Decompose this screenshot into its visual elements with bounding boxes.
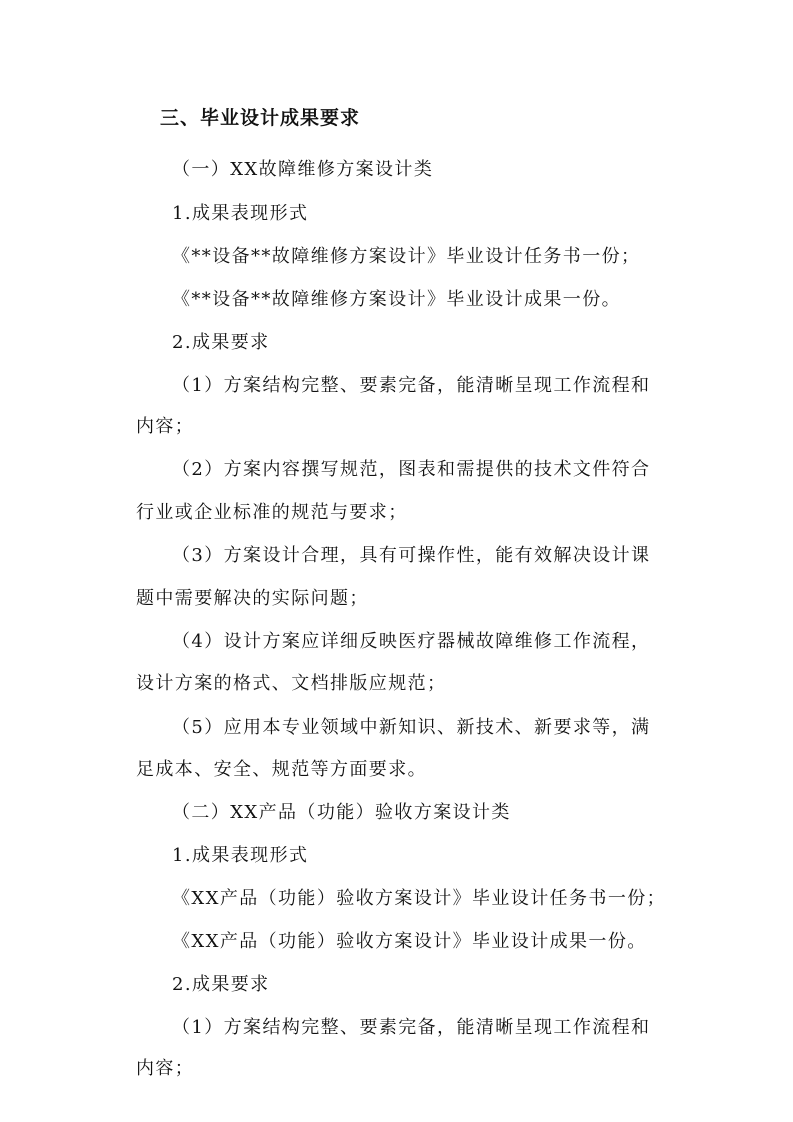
item-title-form: 1.成果表现形式 (172, 845, 309, 866)
paragraph-line: （3）方案设计合理，具有可操作性，能有效解决设计课 (172, 545, 651, 566)
paragraph-line: 《**设备**故障维修方案设计》毕业设计任务书一份； (172, 246, 641, 267)
paragraph-line: （4）设计方案应详细反映医疗器械故障维修工作流程， (172, 631, 651, 652)
paragraph-line: 设计方案的格式、文档排版应规范； (136, 673, 447, 694)
item-title-requirements: 2.成果要求 (172, 974, 270, 995)
paragraph-line: （5）应用本专业领域中新知识、新技术、新要求等，满 (172, 717, 651, 738)
item-title-requirements: 2.成果要求 (172, 332, 270, 353)
paragraph-line: 《XX产品（功能）验收方案设计》毕业设计任务书一份； (172, 888, 667, 909)
paragraph-line: 内容； (136, 1058, 195, 1079)
paragraph-line: 《XX产品（功能）验收方案设计》毕业设计成果一份。 (172, 931, 647, 952)
subsection-title-fault-repair: （一）XX故障维修方案设计类 (172, 159, 434, 180)
paragraph-line: （2）方案内容撰写规范，图表和需提供的技术文件符合 (172, 459, 651, 480)
subsection-title-acceptance: （二）XX产品（功能）验收方案设计类 (172, 802, 511, 823)
paragraph-line: 《**设备**故障维修方案设计》毕业设计成果一份。 (172, 289, 621, 310)
paragraph-line: 内容； (136, 416, 195, 437)
section-heading: 三、毕业设计成果要求 (160, 107, 361, 129)
item-title-form: 1.成果表现形式 (172, 203, 309, 224)
paragraph-line: （1）方案结构完整、要素完备，能清晰呈现工作流程和 (172, 375, 651, 396)
paragraph-line: 行业或企业标准的规范与要求； (136, 502, 408, 523)
paragraph-line: （1）方案结构完整、要素完备，能清晰呈现工作流程和 (172, 1017, 651, 1038)
paragraph-line: 题中需要解决的实际问题； (136, 588, 369, 609)
paragraph-line: 足成本、安全、规范等方面要求。 (136, 759, 427, 780)
